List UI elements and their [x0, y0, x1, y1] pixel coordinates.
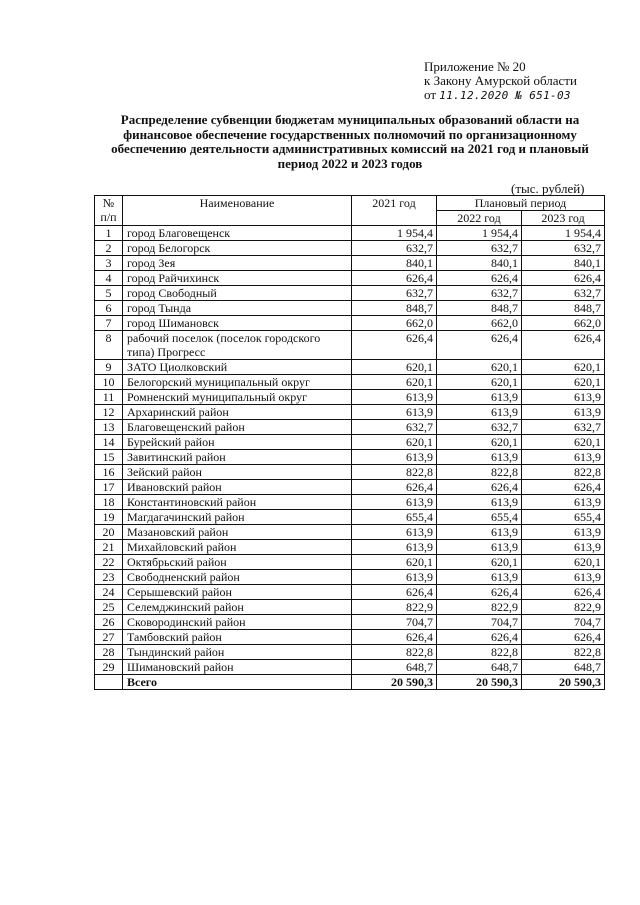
row-value-2023: 848,7	[522, 301, 605, 316]
row-name: Зейский район	[123, 465, 352, 480]
row-name: город Белогорск	[123, 241, 352, 256]
row-value-2022: 620,1	[437, 435, 522, 450]
header-number-line1: №	[102, 196, 115, 210]
total-row	[95, 675, 605, 690]
row-value-2021: 632,7	[352, 420, 437, 435]
row-value-2022: 822,9	[437, 600, 522, 615]
row-value-2023: 613,9	[522, 525, 605, 540]
row-value-2022: 613,9	[437, 525, 522, 540]
row-value-2023: 655,4	[522, 510, 605, 525]
row-value-2021: 848,7	[352, 301, 437, 316]
row-value-2023: 613,9	[522, 390, 605, 405]
row-number: 25	[95, 600, 123, 615]
row-value-2022: 662,0	[437, 316, 522, 331]
row-name: Благовещенский район	[123, 420, 352, 435]
table-row	[95, 555, 605, 570]
total-2023: 20 590,3	[522, 675, 605, 690]
row-value-2021: 626,4	[352, 630, 437, 645]
row-value-2022: 1 954,4	[437, 226, 522, 241]
row-name: Магдагачинский район	[123, 510, 352, 525]
table-row	[95, 465, 605, 480]
table-row	[95, 301, 605, 316]
table-row	[95, 405, 605, 420]
table-row	[95, 540, 605, 555]
row-name: город Зея	[123, 256, 352, 271]
row-name: Тамбовский район	[123, 630, 352, 645]
row-value-2022: 822,8	[437, 465, 522, 480]
row-name: город Тында	[123, 301, 352, 316]
row-value-2022: 632,7	[437, 241, 522, 256]
row-name: Тындинский район	[123, 645, 352, 660]
row-number: 17	[95, 480, 123, 495]
table-row	[95, 450, 605, 465]
table-row	[95, 510, 605, 525]
row-value-2023: 626,4	[522, 630, 605, 645]
appendix-law: к Закону Амурской области	[424, 73, 577, 88]
table-row	[95, 360, 605, 375]
document-title: Распределение субвенции бюджетам муниципальных образований области на финансовое обеспечение государственных полномочий по организационному обеспечению деятельности административных комиссий на 2021 год и плановый период 2022 и 2023 годов	[111, 112, 589, 171]
row-value-2023: 632,7	[522, 241, 605, 256]
row-number: 2	[95, 241, 123, 256]
row-name: Константиновский район	[123, 495, 352, 510]
table-row	[95, 645, 605, 660]
row-value-2021: 626,4	[352, 585, 437, 600]
table-row	[95, 660, 605, 675]
row-name: Свободненский район	[123, 570, 352, 585]
row-value-2021: 620,1	[352, 435, 437, 450]
header-planned-period: Плановый период	[437, 196, 605, 211]
row-value-2021: 613,9	[352, 525, 437, 540]
row-value-2022: 626,4	[437, 585, 522, 600]
row-number: 15	[95, 450, 123, 465]
table-row	[95, 271, 605, 286]
row-value-2022: 632,7	[437, 286, 522, 301]
row-value-2023: 626,4	[522, 271, 605, 286]
row-number: 29	[95, 660, 123, 675]
row-value-2022: 620,1	[437, 360, 522, 375]
row-value-2022: 840,1	[437, 256, 522, 271]
row-value-2022: 655,4	[437, 510, 522, 525]
row-number: 13	[95, 420, 123, 435]
table-row	[95, 256, 605, 271]
row-number: 14	[95, 435, 123, 450]
row-name: ЗАТО Циолковский	[123, 360, 352, 375]
row-value-2021: 626,4	[352, 331, 437, 360]
table-row	[95, 585, 605, 600]
row-value-2022: 613,9	[437, 390, 522, 405]
row-number: 21	[95, 540, 123, 555]
row-value-2022: 613,9	[437, 405, 522, 420]
row-value-2023: 613,9	[522, 570, 605, 585]
row-value-2021: 620,1	[352, 360, 437, 375]
row-value-2021: 613,9	[352, 540, 437, 555]
row-value-2023: 626,4	[522, 585, 605, 600]
row-value-2022: 613,9	[437, 570, 522, 585]
row-value-2021: 613,9	[352, 390, 437, 405]
row-value-2022: 620,1	[437, 555, 522, 570]
row-number: 5	[95, 286, 123, 301]
table-row	[95, 331, 605, 360]
row-value-2021: 613,9	[352, 495, 437, 510]
table-row	[95, 226, 605, 241]
row-value-2021: 840,1	[352, 256, 437, 271]
row-name: Бурейский район	[123, 435, 352, 450]
row-name: Завитинский район	[123, 450, 352, 465]
row-value-2023: 620,1	[522, 435, 605, 450]
header-name: Наименование	[123, 196, 352, 226]
row-value-2022: 704,7	[437, 615, 522, 630]
row-value-2023: 1 954,4	[522, 226, 605, 241]
table-row	[95, 390, 605, 405]
table-row	[95, 525, 605, 540]
row-value-2021: 822,8	[352, 465, 437, 480]
row-number: 19	[95, 510, 123, 525]
appendix-header	[424, 60, 577, 103]
row-value-2021: 1 954,4	[352, 226, 437, 241]
row-value-2022: 822,8	[437, 645, 522, 660]
row-number: 27	[95, 630, 123, 645]
row-number: 28	[95, 645, 123, 660]
row-number: 23	[95, 570, 123, 585]
header-2022: 2022 год	[437, 211, 522, 226]
row-value-2023: 613,9	[522, 540, 605, 555]
row-value-2023: 632,7	[522, 420, 605, 435]
table-row	[95, 286, 605, 301]
table-row	[95, 615, 605, 630]
row-value-2023: 822,8	[522, 465, 605, 480]
row-value-2023: 632,7	[522, 286, 605, 301]
row-number: 10	[95, 375, 123, 390]
row-value-2021: 620,1	[352, 555, 437, 570]
row-value-2021: 822,8	[352, 645, 437, 660]
row-name: Серышевский район	[123, 585, 352, 600]
row-name: город Райчихинск	[123, 271, 352, 286]
table-row	[95, 420, 605, 435]
appendix-number: Приложение № 20	[424, 59, 526, 74]
header-number	[95, 196, 123, 226]
row-number: 20	[95, 525, 123, 540]
row-name: Мазановский район	[123, 525, 352, 540]
row-value-2023: 662,0	[522, 316, 605, 331]
row-name: Белогорский муниципальный округ	[123, 375, 352, 390]
row-value-2023: 613,9	[522, 450, 605, 465]
row-number: 6	[95, 301, 123, 316]
row-value-2022: 620,1	[437, 375, 522, 390]
row-number: 7	[95, 316, 123, 331]
row-value-2022: 632,7	[437, 420, 522, 435]
row-value-2021: 626,4	[352, 480, 437, 495]
row-name: Сковородинский район	[123, 615, 352, 630]
row-value-2023: 620,1	[522, 375, 605, 390]
row-name: Ивановский район	[123, 480, 352, 495]
row-number: 12	[95, 405, 123, 420]
row-name: Шимановский район	[123, 660, 352, 675]
row-number: 24	[95, 585, 123, 600]
row-value-2022: 613,9	[437, 450, 522, 465]
handwritten-date-number: 11.12.2020 № 651-03	[439, 89, 571, 102]
header-number-line2: п/п	[100, 210, 117, 224]
row-value-2023: 822,8	[522, 645, 605, 660]
row-number: 1	[95, 226, 123, 241]
row-value-2021: 655,4	[352, 510, 437, 525]
row-value-2021: 632,7	[352, 241, 437, 256]
row-value-2023: 620,1	[522, 360, 605, 375]
appendix-date-prefix: от	[424, 87, 437, 102]
total-label: Всего	[123, 675, 352, 690]
table-row	[95, 630, 605, 645]
table-row	[95, 600, 605, 615]
row-value-2022: 848,7	[437, 301, 522, 316]
total-2022: 20 590,3	[437, 675, 522, 690]
row-value-2021: 662,0	[352, 316, 437, 331]
row-value-2022: 626,4	[437, 630, 522, 645]
total-number-cell	[95, 675, 123, 690]
row-value-2022: 626,4	[437, 480, 522, 495]
row-value-2021: 648,7	[352, 660, 437, 675]
row-value-2022: 626,4	[437, 271, 522, 286]
row-value-2021: 613,9	[352, 450, 437, 465]
row-value-2021: 632,7	[352, 286, 437, 301]
row-value-2021: 620,1	[352, 375, 437, 390]
row-value-2021: 822,9	[352, 600, 437, 615]
row-value-2022: 613,9	[437, 540, 522, 555]
row-name: Ромненский муниципальный округ	[123, 390, 352, 405]
table-row	[95, 435, 605, 450]
header-2021: 2021 год	[352, 196, 437, 226]
row-name: город Свободный	[123, 286, 352, 301]
table-row	[95, 375, 605, 390]
row-value-2022: 626,4	[437, 331, 522, 360]
row-number: 22	[95, 555, 123, 570]
row-value-2022: 648,7	[437, 660, 522, 675]
table-row	[95, 495, 605, 510]
row-name: Селемджинский район	[123, 600, 352, 615]
row-value-2021: 613,9	[352, 405, 437, 420]
row-value-2021: 626,4	[352, 271, 437, 286]
header-2023: 2023 год	[522, 211, 605, 226]
row-value-2023: 626,4	[522, 480, 605, 495]
row-value-2023: 648,7	[522, 660, 605, 675]
units-label: (тыс. рублей)	[511, 181, 585, 196]
row-name: город Благовещенск	[123, 226, 352, 241]
table-row	[95, 570, 605, 585]
total-2021: 20 590,3	[352, 675, 437, 690]
row-name: Октябрьский район	[123, 555, 352, 570]
row-value-2021: 613,9	[352, 570, 437, 585]
table-row	[95, 480, 605, 495]
row-number: 18	[95, 495, 123, 510]
row-value-2023: 822,9	[522, 600, 605, 615]
row-number: 9	[95, 360, 123, 375]
row-value-2023: 613,9	[522, 405, 605, 420]
row-value-2023: 626,4	[522, 331, 605, 360]
row-value-2023: 840,1	[522, 256, 605, 271]
header-row	[95, 196, 605, 211]
appendix-date-line	[424, 88, 577, 103]
row-value-2022: 613,9	[437, 495, 522, 510]
row-number: 26	[95, 615, 123, 630]
row-value-2023: 620,1	[522, 555, 605, 570]
table-row	[95, 316, 605, 331]
row-value-2021: 704,7	[352, 615, 437, 630]
row-number: 4	[95, 271, 123, 286]
table-row	[95, 241, 605, 256]
row-number: 16	[95, 465, 123, 480]
row-name: город Шимановск	[123, 316, 352, 331]
row-name: рабочий поселок (поселок городского типа) Прогресс	[123, 331, 352, 360]
row-number: 3	[95, 256, 123, 271]
row-name: Архаринский район	[123, 405, 352, 420]
subvention-table	[94, 195, 605, 690]
row-number: 8	[95, 331, 123, 360]
row-number: 11	[95, 390, 123, 405]
row-name: Михайловский район	[123, 540, 352, 555]
row-value-2023: 704,7	[522, 615, 605, 630]
row-value-2023: 613,9	[522, 495, 605, 510]
